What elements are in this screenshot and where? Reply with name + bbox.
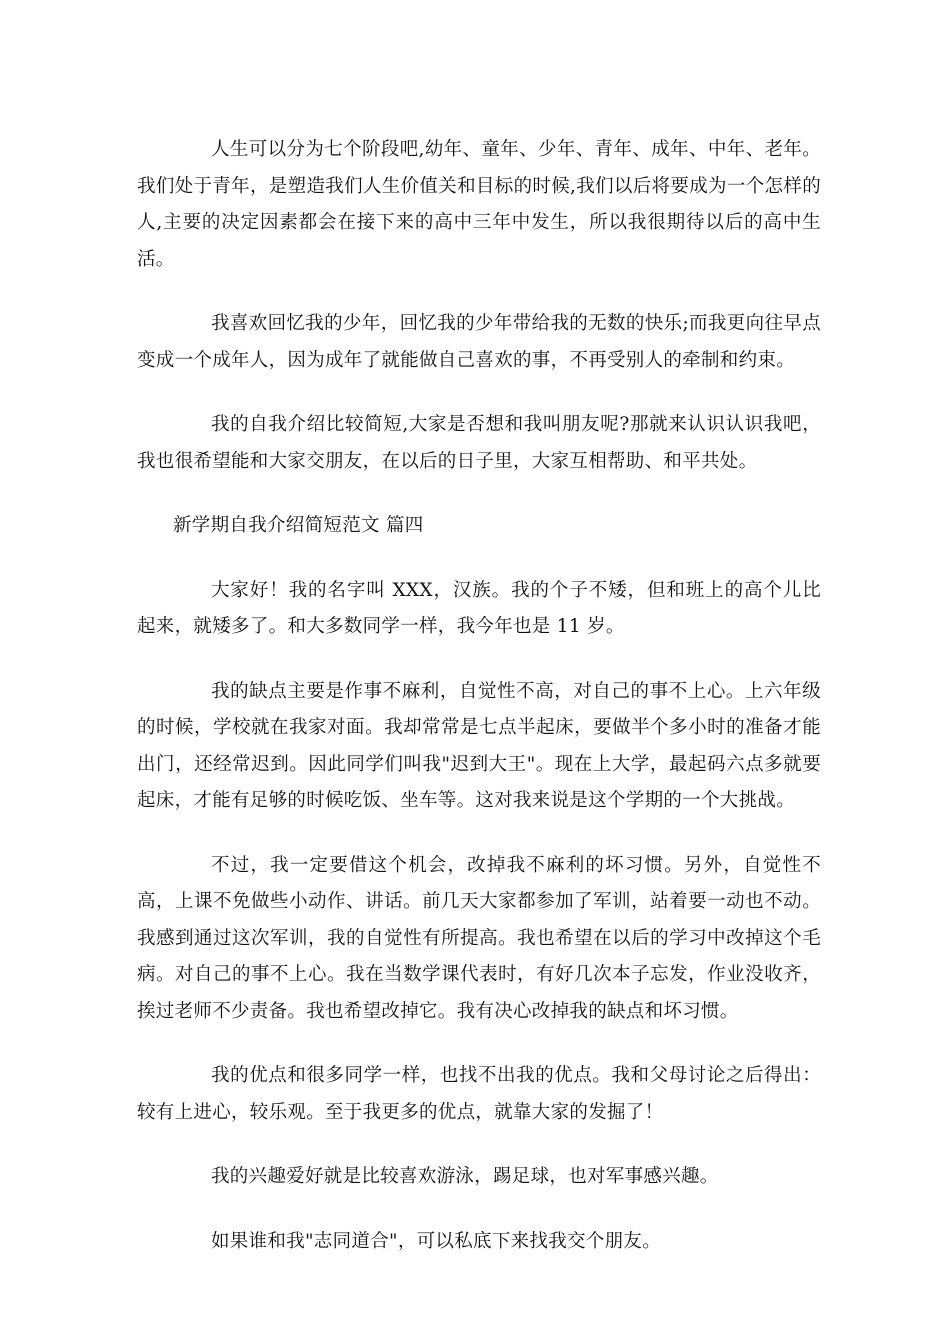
paragraph-youth-memories: 我喜欢回忆我的少年，回忆我的少年带给我的无数的快乐;而我更向往早点变成一个成年人，因为成年了就能做自己喜欢的事，不再受别人的牵制和约束。 [137, 313, 821, 371]
paragraph-improvement: 不过，我一定要借这个机会，改掉我不麻利的坏习惯。另外，自觉性不高，上课不免做些小动作、讲话。前几天大家都参加了军训，站着要一动也不动。我感到通过这次军训，我的自觉性有所提高。我也希望在以后的学习中改掉这个毛病。对自己的事不上心。我在当数学课代表时，有好几次本子忘发，作业没收齐，挨过老师不少责备。我也希望改掉它。我有决心改掉我的缺点和坏习惯。 [137, 854, 821, 1022]
paragraph-closing: 如果谁和我"志同道合"，可以私底下来找我交个朋友。 [211, 1230, 662, 1252]
paragraph-strengths: 我的优点和很多同学一样，也找不出我的优点。我和父母讨论之后得出：较有上进心，较乐观。至于我更多的优点，就靠大家的发掘了！ [137, 1065, 821, 1123]
paragraph-greeting: 大家好！我的名字叫 XXX，汉族。我的个子不矮，但和班上的高个儿比起来，就矮多了。和大多数同学一样，我今年也是 11 岁。 [137, 579, 821, 637]
paragraph-life-stages: 人生可以分为七个阶段吧,幼年、童年、少年、青年、成年、中年、老年。我们处于青年，是塑造我们人生价值关和目标的时候,我们以后将要成为一个怎样的人,主要的决定因素都会在接下来的高中三年中发生，所以我很期待以后的高中生活。 [137, 139, 821, 270]
section-heading: 新学期自我介绍简短范文 篇四 [173, 515, 424, 536]
paragraph-make-friends: 我的自我介绍比较简短,大家是否想和我叫朋友呢?那就来认识认识我吧，我也很希望能和大家交朋友，在以后的日子里，大家互相帮助、和平共处。 [137, 414, 821, 472]
paragraph-shortcomings: 我的缺点主要是作事不麻利，自觉性不高，对自己的事不上心。上六年级的时候，学校就在我家对面。我却常常是七点半起床，要做半个多小时的准备才能出门，还经常迟到。因此同学们叫我"迟到大王"。现在上大学，最起码六点多就要起床，才能有足够的时候吃饭、坐车等。这对我来说是这个学期的一个大挑战。 [137, 680, 821, 811]
document-page [137, 132, 821, 1288]
paragraph-hobbies: 我的兴趣爱好就是比较喜欢游泳，踢足球，也对军事感兴趣。 [211, 1166, 719, 1187]
